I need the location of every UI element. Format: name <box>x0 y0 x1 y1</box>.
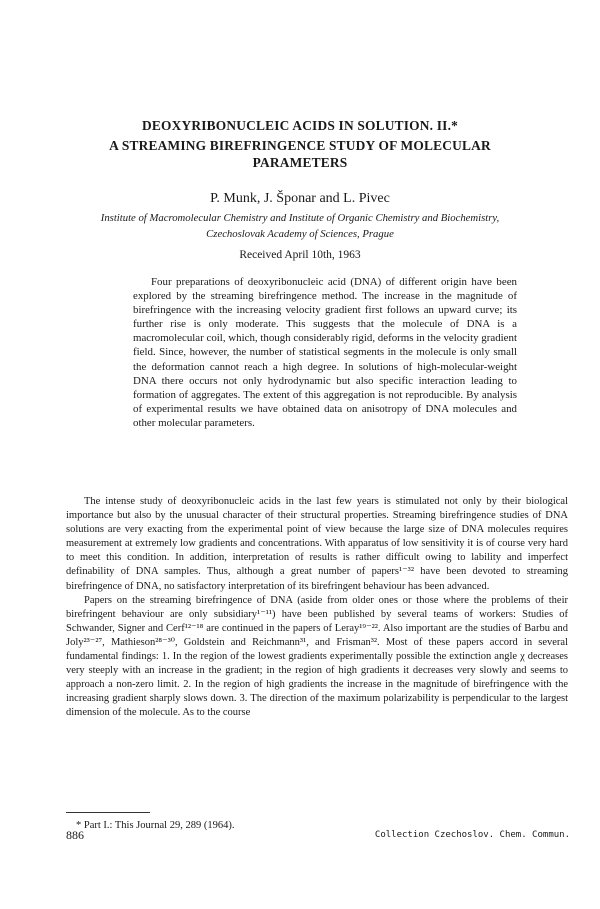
footnote: * Part I.: This Journal 29, 289 (1964). <box>76 820 235 831</box>
footnote-rule <box>66 812 150 813</box>
title-line-3: PARAMETERS <box>252 155 348 170</box>
page-number: 886 <box>66 828 84 842</box>
title-line-2: A STREAMING BIREFRINGENCE STUDY OF MOLECULAR <box>109 138 491 153</box>
abstract-text: Four preparations of deoxyribonucleic acid (DNA) of different origin have been explored by the streaming birefringence method. The increase in the magnitude of birefringence with the increasing velocity gradient first follows an upward curve; its further rise is only moderate. This suggests that the molecule of DNA is a macromolecular coil, which, though considerably rigid, deforms in the velocity gradient field. Since, however, the number of statistical segments in the molecule is only small the deformation cannot reach a high degree. In solutions of high-molecular-weight DNA there occurs not only hydrodynamic but also specific interaction leading to formation of aggregates. The extent of this aggregation is not reproducible. By analysis of experimental results we have obtained data on anisotropy of DNA molecules and other molecular parameters. <box>133 276 517 429</box>
body-paragraph-1: The intense study of deoxyribonucleic acids in the last few years is stimulated not only by their biological importance but also by the unusual character of their structural properties. Streaming birefringence studies of DNA solutions are very exacting from the experimental point of view because the large size of DNA molecules requires measurement at extremely low gradients and concentrations. With apparatus of low sensitivity it is of course very hard to meet this condition. In addition, interpretation of results is rather difficult owing to lability and imperfect definability of DNA samples. Thus, although a great number of papers¹⁻³² have been devoted to streaming birefringence of DNA, no satisfactory interpretation of its birefringent behaviour has been advanced. <box>66 496 568 592</box>
abstract <box>133 275 517 430</box>
affiliation <box>50 210 550 242</box>
title-line-1: DEOXYRIBONUCLEIC ACIDS IN SOLUTION. II.* <box>141 118 459 133</box>
body-text <box>66 495 568 721</box>
affiliation-line-2: Czechoslovak Academy of Sciences, Prague <box>206 228 394 240</box>
received-date: Received April 10th, 1963 <box>239 249 361 261</box>
journal-name: Collection Czechoslov. Chem. Commun. <box>374 830 570 840</box>
authors: P. Munk, J. Šponar and L. Pivec <box>210 191 390 206</box>
body-paragraph-2: Papers on the streaming birefringence of DNA (aside from older ones or those where the problems of their birefringent behaviour are only subsidiary¹⁻¹¹) have been published by several teams of workers: Studies of Schwander, Signer and Cerf¹²⁻¹⁸ are continued in the papers of Leray¹⁹⁻²². Also important are the studies of Barbu and Joly²³⁻²⁷, Mathieson²⁸⁻³⁰, Goldstein and Reichmann³¹, and Frisman³². Most of these papers accord in several fundamental findings: 1. In the region of the lowest gradients experimentally possible the extinction angle χ decreases very steeply with an increase in the gradient; in the region of high gradients it decreases very slowly and seems to approach a non-zero limit. 2. In the region of high gradients the increase in the magnitude of birefringence with the increasing gradient sharply slows down. 3. The direction of the maximum polarizability is perpendicular to the largest dimension of the molecule. As to the course <box>66 594 568 719</box>
affiliation-line-1: Institute of Macromolecular Chemistry and Institute of Organic Chemistry and Biochemistry, <box>100 212 500 224</box>
